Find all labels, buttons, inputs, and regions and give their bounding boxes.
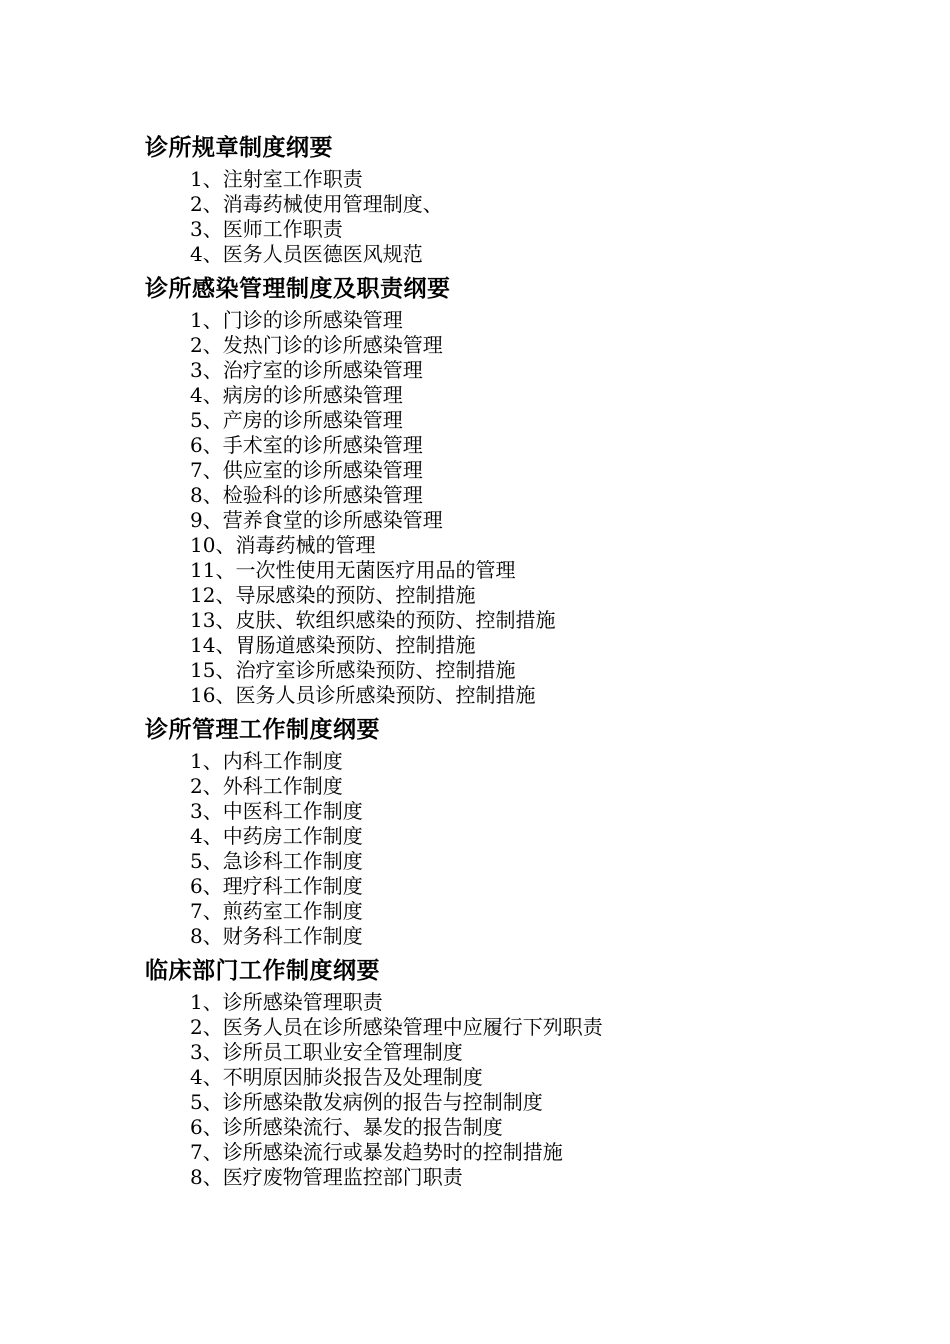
list-item: 2、医务人员在诊所感染管理中应履行下列职责 (190, 1015, 603, 1039)
section-title: 诊所管理工作制度纲要 (145, 717, 380, 743)
list-item: 3、中医科工作制度 (190, 799, 363, 823)
list-item: 1、注射室工作职责 (190, 167, 363, 191)
list-item: 1、内科工作制度 (190, 749, 343, 773)
list-item: 6、理疗科工作制度 (190, 874, 363, 898)
list-item: 12、导尿感染的预防、控制措施 (190, 583, 476, 607)
list-item: 2、发热门诊的诊所感染管理 (190, 333, 443, 357)
document-body (145, 130, 905, 1197)
list-item: 8、财务科工作制度 (190, 924, 363, 948)
list-item: 8、检验科的诊所感染管理 (190, 483, 423, 507)
list-item: 5、产房的诊所感染管理 (190, 408, 403, 432)
list-item: 1、门诊的诊所感染管理 (190, 308, 403, 332)
list-item: 7、煎药室工作制度 (190, 899, 363, 923)
list-item: 3、诊所员工职业安全管理制度 (190, 1040, 463, 1064)
list-item: 4、医务人员医德医风规范 (190, 242, 423, 266)
list-item: 9、营养食堂的诊所感染管理 (190, 508, 443, 532)
section-title: 临床部门工作制度纲要 (145, 958, 380, 984)
list-item: 10、消毒药械的管理 (190, 533, 376, 557)
list-item: 3、治疗室的诊所感染管理 (190, 358, 423, 382)
list-item: 15、治疗室诊所感染预防、控制措施 (190, 658, 516, 682)
section-item-list (145, 749, 905, 949)
list-item: 16、医务人员诊所感染预防、控制措施 (190, 683, 536, 707)
section-title: 诊所感染管理制度及职责纲要 (145, 276, 451, 302)
list-item: 2、消毒药械使用管理制度、 (190, 192, 443, 216)
list-item: 7、诊所感染流行或暴发趋势时的控制措施 (190, 1140, 563, 1164)
list-item: 5、诊所感染散发病例的报告与控制制度 (190, 1090, 543, 1114)
list-item: 4、中药房工作制度 (190, 824, 363, 848)
list-item: 6、手术室的诊所感染管理 (190, 433, 423, 457)
list-item: 4、不明原因肺炎报告及处理制度 (190, 1065, 483, 1089)
list-item: 3、医师工作职责 (190, 217, 343, 241)
section-title: 诊所规章制度纲要 (145, 135, 333, 161)
list-item: 14、胃肠道感染预防、控制措施 (190, 633, 476, 657)
list-item: 7、供应室的诊所感染管理 (190, 458, 423, 482)
list-item: 8、医疗废物管理监控部门职责 (190, 1165, 463, 1189)
section-item-list (145, 990, 905, 1190)
list-item: 11、一次性使用无菌医疗用品的管理 (190, 558, 516, 582)
section-item-list (145, 167, 905, 267)
section-item-list (145, 308, 905, 708)
list-item: 4、病房的诊所感染管理 (190, 383, 403, 407)
list-item: 5、急诊科工作制度 (190, 849, 363, 873)
list-item: 6、诊所感染流行、暴发的报告制度 (190, 1115, 503, 1139)
list-item: 13、皮肤、软组织感染的预防、控制措施 (190, 608, 556, 632)
list-item: 1、诊所感染管理职责 (190, 990, 383, 1014)
list-item: 2、外科工作制度 (190, 774, 343, 798)
